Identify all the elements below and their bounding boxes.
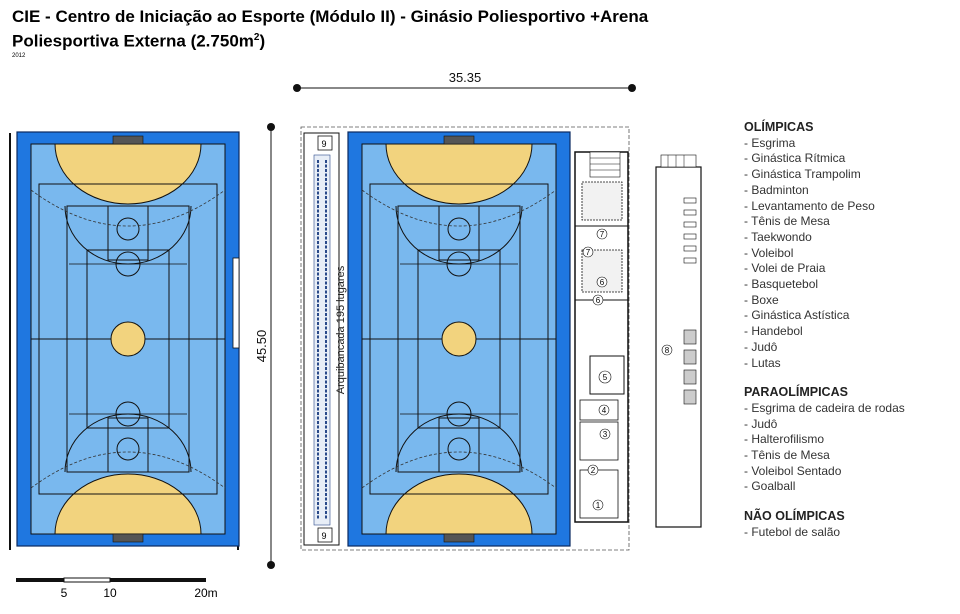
legend-item: - Goalball [744, 479, 796, 494]
equipment-room [656, 155, 701, 527]
room-label: 4 [601, 406, 607, 415]
room-label: 9 [321, 139, 327, 149]
legend-item: - Ginástica Trampolim [744, 167, 861, 182]
legend-item: - Esgrima de cadeira de rodas [744, 400, 905, 415]
legend-item: - Handebol [744, 324, 803, 339]
year-label: 2012 [12, 53, 26, 59]
bleachers [304, 133, 347, 545]
legend-item: - Badminton [744, 182, 809, 197]
room-label: 6 [595, 296, 601, 305]
non-olympic-title: NÃO OLÍMPICAS [744, 509, 845, 524]
legend-item: - Volei de Praia [744, 261, 826, 276]
legend-item: - Futebol de salão [744, 524, 841, 539]
room-label: 2 [590, 466, 596, 475]
scale-label: 20m [194, 586, 218, 600]
legend-item: - Esgrima [744, 135, 796, 150]
legend-item: - Tênis de Mesa [744, 448, 830, 463]
title-line-1: CIE - Centro de Iniciação ao Esporte (Módulo II) - Ginásio Poliesportivo +Arena [12, 7, 649, 26]
legend-item: - Tênis de Mesa [744, 214, 830, 229]
height-dimension [254, 123, 275, 569]
room-label: 3 [602, 430, 608, 439]
olympic-title: OLÍMPICAS [744, 120, 814, 134]
room-label: 7 [599, 230, 605, 239]
legend-item: - Lutas [744, 355, 781, 370]
width-dimension [293, 70, 636, 92]
legend-item: - Voleibol [744, 245, 794, 260]
scale-bar [16, 578, 218, 600]
legend-item: - Voleibol Sentado [744, 463, 842, 478]
title-line-2: Poliesportiva Externa $(2.750m^2)$ [12, 31, 266, 51]
bleachers-label: Arquibancada 195 lugares [335, 265, 347, 395]
legend-item: - Judô [744, 339, 778, 354]
olympic-group [744, 120, 954, 371]
width-dimension-label: 35.35 [448, 70, 482, 85]
gymnasium-court [348, 132, 570, 546]
room-label: 5 [602, 373, 608, 382]
sports-legend [744, 120, 954, 555]
legend-item: - Taekwondo [744, 229, 812, 244]
scale-label: 5 [60, 586, 68, 600]
legend-item: - Levantamento de Peso [744, 198, 875, 213]
legend-item: - Judô [744, 416, 778, 431]
room-label: 6 [599, 278, 605, 287]
paralympic-group [744, 385, 954, 495]
legend-item: - Halterofilismo [744, 432, 825, 447]
room-label: 7 [585, 248, 591, 257]
height-dimension-label: 45.50 [254, 329, 269, 363]
external-arena-court [10, 132, 239, 550]
scale-label: 10 [103, 586, 117, 600]
legend-item: - Ginástica Astística [744, 308, 850, 323]
legend-item: - Boxe [744, 292, 779, 307]
paralympic-title: PARAOLÍMPICAS [744, 385, 848, 400]
legend-item: - Basquetebol [744, 277, 819, 292]
room-label: 9 [321, 531, 327, 541]
room-label: 8 [664, 346, 670, 355]
legend-item: - Ginástica Rítmica [744, 151, 846, 166]
non-olympic-group [744, 509, 954, 540]
service-block [575, 152, 628, 522]
room-label: 1 [595, 501, 601, 510]
